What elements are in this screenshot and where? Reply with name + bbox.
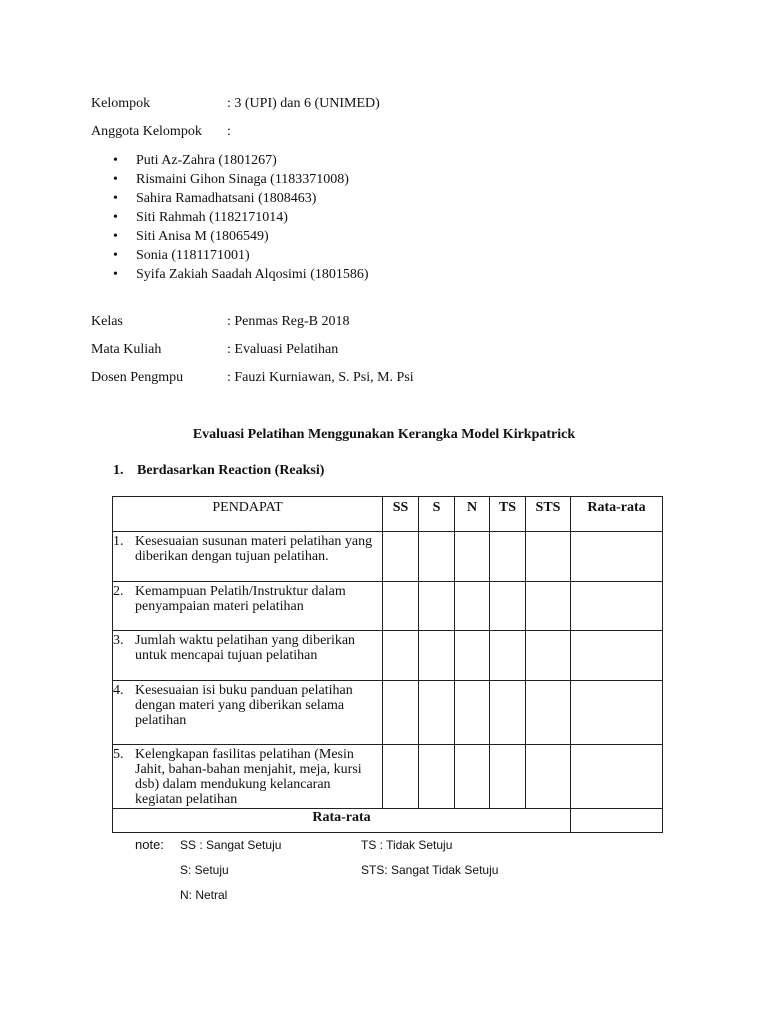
- statement-text: Jumlah waktu pelatihan yang diberikan untuk mencapai tujuan pelatihan: [135, 633, 356, 663]
- rating-cell-n[interactable]: [455, 631, 490, 681]
- rating-cell-n[interactable]: [455, 681, 490, 745]
- average-cell[interactable]: [571, 745, 663, 809]
- matkul-value: : Evaluasi Pelatihan: [227, 342, 339, 357]
- column-header-pendapat: PENDAPAT: [113, 497, 383, 532]
- rating-cell-s[interactable]: [419, 745, 455, 809]
- average-cell[interactable]: [571, 532, 663, 582]
- note-s: S: Setuju: [180, 863, 229, 877]
- bullet-icon: •: [113, 172, 118, 187]
- row-number: 3.: [113, 633, 124, 648]
- note-n: N: Netral: [180, 888, 228, 902]
- column-header-rata-rata: Rata-rata: [571, 497, 663, 532]
- row-number: 4.: [113, 683, 124, 698]
- column-header-ts: TS: [490, 497, 526, 532]
- average-cell[interactable]: [571, 582, 663, 631]
- list-item: [113, 266, 369, 285]
- rating-cell-ss[interactable]: [383, 582, 419, 631]
- rating-cell-s[interactable]: [419, 582, 455, 631]
- table-header-row: [113, 497, 663, 532]
- statement-text: Kesesuaian isi buku panduan pelatihan dengan materi yang diberikan selama pelatihan: [135, 683, 353, 728]
- kelompok-label: Kelompok: [91, 96, 151, 111]
- list-item: [113, 152, 369, 171]
- rating-cell-ts[interactable]: [490, 681, 526, 745]
- rating-cell-sts[interactable]: [526, 745, 571, 809]
- kelas-value: : Penmas Reg-B 2018: [227, 314, 350, 329]
- rating-cell-s[interactable]: [419, 532, 455, 582]
- note-label: note:: [135, 837, 164, 852]
- rating-cell-ss[interactable]: [383, 532, 419, 582]
- rating-cell-sts[interactable]: [526, 532, 571, 582]
- rating-cell-ss[interactable]: [383, 745, 419, 809]
- statement-cell: [113, 532, 383, 582]
- rating-cell-n[interactable]: [455, 582, 490, 631]
- column-header-n: N: [455, 497, 490, 532]
- note-ss: SS : Sangat Setuju: [180, 838, 282, 852]
- row-number: 2.: [113, 584, 124, 599]
- statement-text: Kelengkapan fasilitas pelatihan (Mesin Jahit, bahan-bahan menjahit, meja, kursi dsb) dalam mendukung kelancaran kegiatan pelatihan: [135, 747, 362, 807]
- table-row: [113, 582, 663, 631]
- rating-cell-ts[interactable]: [490, 582, 526, 631]
- table-row: [113, 532, 663, 582]
- member-name: Sahira Ramadhatsani (1808463): [136, 191, 317, 206]
- dosen-value: : Fauzi Kurniawan, S. Psi, M. Psi: [227, 370, 414, 385]
- rating-cell-ss[interactable]: [383, 681, 419, 745]
- anggota-label: Anggota Kelompok: [91, 124, 202, 139]
- average-label: Rata-rata: [113, 809, 571, 833]
- list-item: [113, 190, 369, 209]
- note-ts: TS : Tidak Setuju: [361, 838, 453, 852]
- rating-cell-sts[interactable]: [526, 681, 571, 745]
- statement-cell: [113, 631, 383, 681]
- row-number: 1.: [113, 534, 124, 549]
- member-name: Sonia (1181171001): [136, 248, 250, 263]
- document-title: Evaluasi Pelatihan Menggunakan Kerangka Model Kirkpatrick: [192, 427, 576, 442]
- table-row: [113, 745, 663, 809]
- member-name: Rismaini Gihon Sinaga (1183371008): [136, 172, 349, 187]
- matkul-label: Mata Kuliah: [91, 342, 162, 357]
- list-item: [113, 228, 369, 247]
- bullet-icon: •: [113, 229, 118, 244]
- rating-cell-ts[interactable]: [490, 745, 526, 809]
- rating-cell-sts[interactable]: [526, 631, 571, 681]
- member-name: Puti Az-Zahra (1801267): [136, 153, 277, 168]
- list-item: [113, 171, 369, 190]
- rating-cell-s[interactable]: [419, 631, 455, 681]
- member-name: Siti Rahmah (1182171014): [136, 210, 288, 225]
- list-item: [113, 209, 369, 228]
- statement-cell: [113, 582, 383, 631]
- table-row: [113, 631, 663, 681]
- rating-cell-ts[interactable]: [490, 631, 526, 681]
- overall-average-cell[interactable]: [571, 809, 663, 833]
- bullet-icon: •: [113, 210, 118, 225]
- statement-text: Kesesuaian susunan materi pelatihan yang diberikan dengan tujuan pelatihan.: [135, 534, 373, 564]
- kelompok-value: : 3 (UPI) dan 6 (UNIMED): [227, 96, 380, 111]
- average-cell[interactable]: [571, 631, 663, 681]
- note-sts: STS: Sangat Tidak Setuju: [361, 863, 499, 877]
- average-cell[interactable]: [571, 681, 663, 745]
- rating-cell-n[interactable]: [455, 745, 490, 809]
- bullet-icon: •: [113, 267, 118, 282]
- member-name: Siti Anisa M (1806549): [136, 229, 269, 244]
- column-header-sts: STS: [526, 497, 571, 532]
- kelas-label: Kelas: [91, 314, 123, 329]
- rating-cell-s[interactable]: [419, 681, 455, 745]
- table-footer-row: [113, 809, 663, 833]
- list-item: [113, 247, 369, 266]
- dosen-label: Dosen Pengmpu: [91, 370, 184, 385]
- rating-cell-ts[interactable]: [490, 532, 526, 582]
- column-header-s: S: [419, 497, 455, 532]
- rating-cell-sts[interactable]: [526, 582, 571, 631]
- anggota-value: :: [227, 124, 231, 139]
- evaluation-table: [112, 496, 663, 833]
- row-number: 5.: [113, 747, 124, 762]
- bullet-icon: •: [113, 248, 118, 263]
- section-heading: Berdasarkan Reaction (Reaksi): [137, 463, 325, 478]
- table-row: [113, 681, 663, 745]
- member-name: Syifa Zakiah Saadah Alqosimi (1801586): [136, 267, 369, 282]
- column-header-ss: SS: [383, 497, 419, 532]
- section-number: 1.: [113, 463, 124, 478]
- statement-cell: [113, 745, 383, 809]
- statement-text: Kemampuan Pelatih/Instruktur dalam penyampaian materi pelatihan: [135, 584, 346, 614]
- rating-cell-ss[interactable]: [383, 631, 419, 681]
- bullet-icon: •: [113, 153, 118, 168]
- statement-cell: [113, 681, 383, 745]
- member-list: [113, 152, 369, 285]
- bullet-icon: •: [113, 191, 118, 206]
- rating-cell-n[interactable]: [455, 532, 490, 582]
